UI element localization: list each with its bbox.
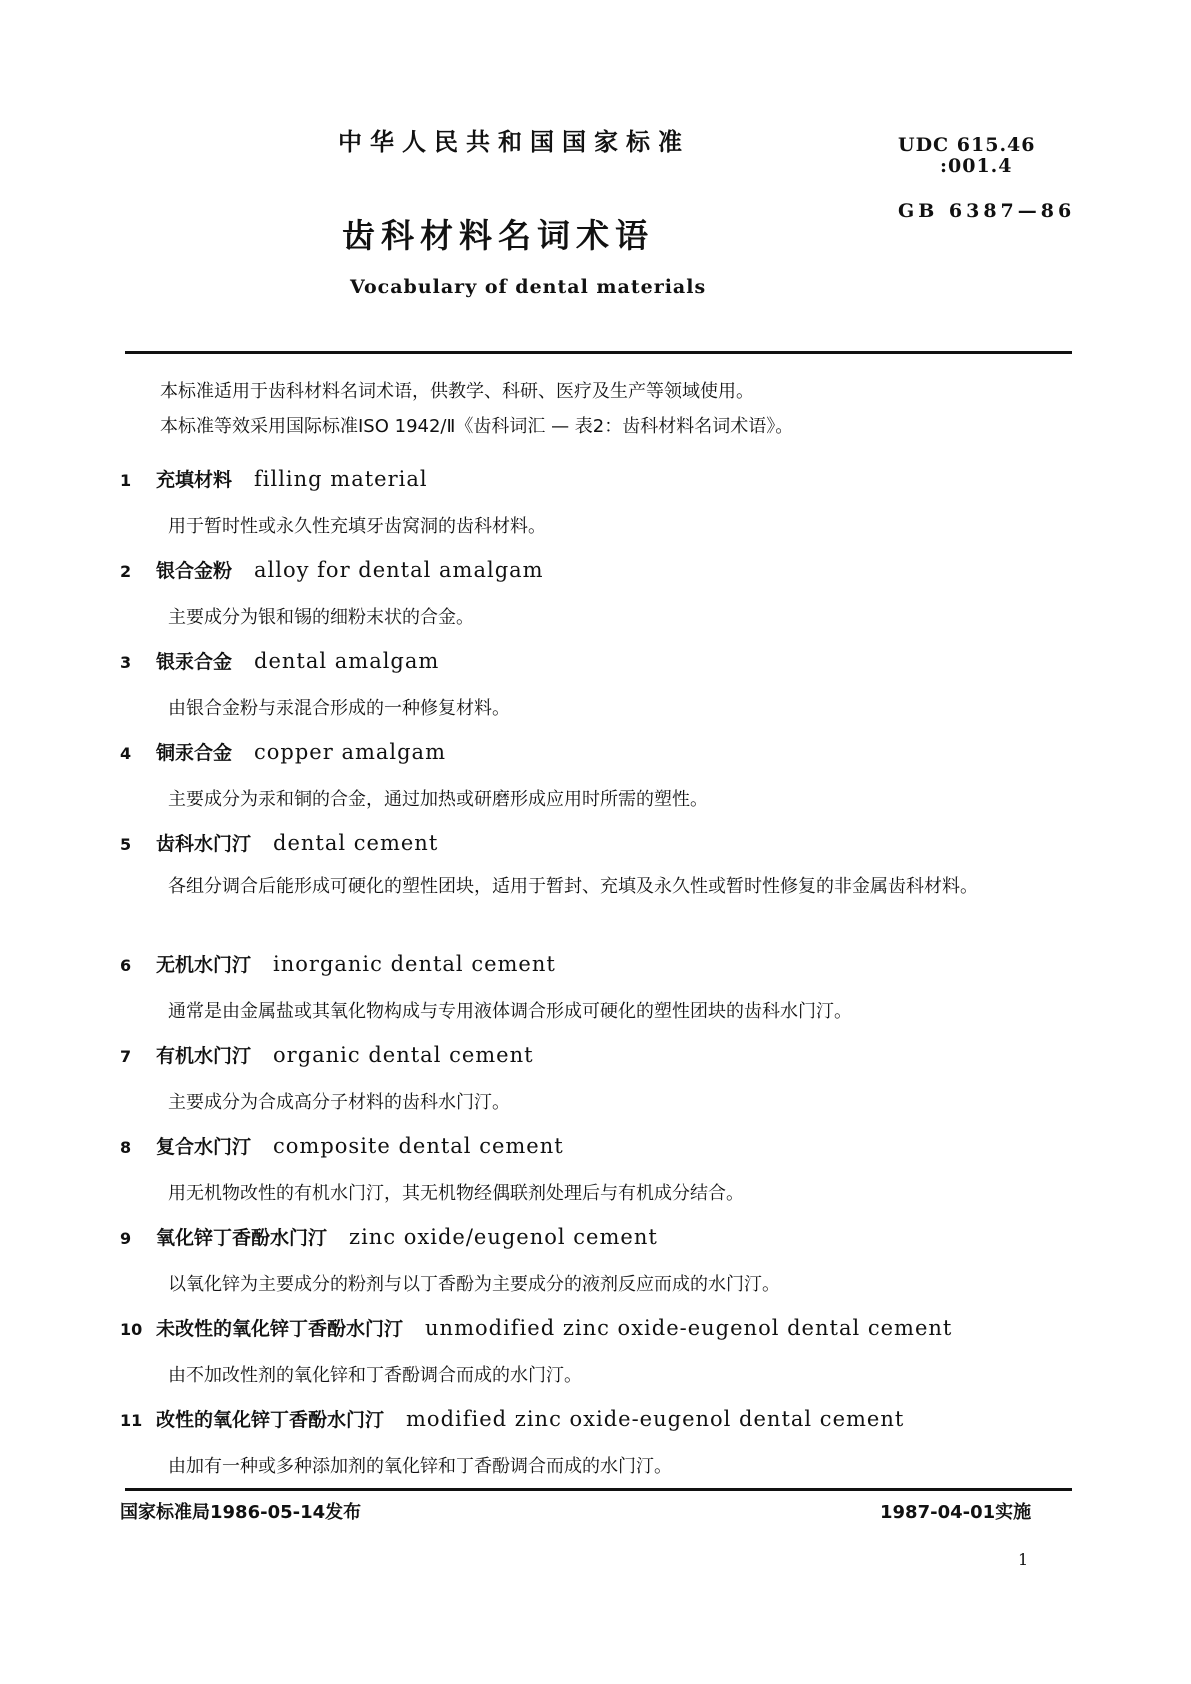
term-name-en: copper amalgam [254,740,446,764]
term-number: 9 [120,1229,132,1248]
term-3-heading [120,647,439,674]
term-name-cn: 齿科水门汀 [156,833,252,855]
term-name-en: composite dental cement [273,1134,564,1158]
term-number: 4 [120,744,132,763]
term-11-heading [120,1405,904,1432]
term-number: 11 [120,1411,143,1430]
term-name-en: zinc oxide/eugenol cement [349,1225,658,1249]
udc-code-line1: UDC 615.46 [898,134,1036,156]
intro-line-2: 本标准等效采用国际标准ISO 1942/Ⅱ《齿科词汇 — 表2：齿科材料名词术语》。 [160,416,794,437]
term-number: 5 [120,835,132,854]
standard-title: 中华人民共和国国家标准 [338,128,690,156]
term-number: 7 [120,1047,132,1066]
issued-date: 国家标准局1986-05-14发布 [120,1502,362,1523]
term-name-en: inorganic dental cement [273,952,556,976]
term-5-definition: 各组分调合后能形成可硬化的塑性团块，适用于暂封、充填及永久性或暂时性修复的非金属齿科材料。 [168,876,978,897]
udc-code-line2: :001.4 [940,155,1013,177]
term-name-en: alloy for dental amalgam [254,558,544,582]
term-name-en: filling material [254,467,428,491]
effective-date: 1987-04-01实施 [880,1502,1032,1523]
term-name-cn: 银汞合金 [156,651,233,673]
header-divider [125,351,1072,354]
term-number: 1 [120,471,132,490]
term-4-definition: 主要成分为汞和铜的合金，通过加热或研磨形成应用时所需的塑性。 [168,789,708,810]
term-name-cn: 铜汞合金 [156,742,233,764]
footer-divider [125,1488,1072,1491]
term-2-heading [120,556,544,583]
term-number: 6 [120,956,132,975]
term-name-cn: 充填材料 [156,469,233,491]
term-1-definition: 用于暂时性或永久性充填牙齿窝洞的齿科材料。 [168,516,546,537]
term-8-heading [120,1132,564,1159]
term-10-heading [120,1314,952,1341]
term-name-cn: 未改性的氧化锌丁香酚水门汀 [156,1318,404,1340]
term-name-cn: 银合金粉 [156,560,233,582]
gb-number: GB 6387—86 [898,200,1076,222]
term-9-heading [120,1223,658,1250]
term-name-cn: 有机水门汀 [156,1045,252,1067]
term-name-en: dental cement [273,831,439,855]
term-number: 2 [120,562,132,581]
term-10-definition: 由不加改性剂的氧化锌和丁香酚调合而成的水门汀。 [168,1365,582,1386]
term-1-heading [120,465,428,492]
page-title-en: Vocabulary of dental materials [350,276,707,298]
page-number: 1 [1018,1550,1029,1569]
term-name-en: dental amalgam [254,649,440,673]
term-3-definition: 由银合金粉与汞混合形成的一种修复材料。 [168,698,510,719]
term-name-cn: 氧化锌丁香酚水门汀 [156,1227,328,1249]
intro-line-1: 本标准适用于齿科材料名词术语，供教学、科研、医疗及生产等领域使用。 [160,381,754,402]
term-11-definition: 由加有一种或多种添加剂的氧化锌和丁香酚调合而成的水门汀。 [168,1456,672,1477]
term-7-heading [120,1041,534,1068]
term-name-cn: 无机水门汀 [156,954,252,976]
term-number: 10 [120,1320,143,1339]
page-title-cn: 齿科材料名词术语 [342,216,654,255]
term-6-definition: 通常是由金属盐或其氧化物构成与专用液体调合形成可硬化的塑性团块的齿科水门汀。 [168,1001,852,1022]
term-8-definition: 用无机物改性的有机水门汀，其无机物经偶联剂处理后与有机成分结合。 [168,1183,744,1204]
term-name-en: unmodified zinc oxide-eugenol dental cement [425,1316,953,1340]
term-name-en: organic dental cement [273,1043,534,1067]
term-number: 8 [120,1138,132,1157]
term-number: 3 [120,653,132,672]
term-9-definition: 以氧化锌为主要成分的粉剂与以丁香酚为主要成分的液剂反应而成的水门汀。 [168,1274,780,1295]
term-2-definition: 主要成分为银和锡的细粉末状的合金。 [168,607,474,628]
term-6-heading [120,950,556,977]
term-5-heading [120,829,438,856]
term-7-definition: 主要成分为合成高分子材料的齿科水门汀。 [168,1092,510,1113]
term-name-en: modified zinc oxide-eugenol dental cement [406,1407,905,1431]
term-name-cn: 改性的氧化锌丁香酚水门汀 [156,1409,385,1431]
term-name-cn: 复合水门汀 [156,1136,252,1158]
term-4-heading [120,738,446,765]
